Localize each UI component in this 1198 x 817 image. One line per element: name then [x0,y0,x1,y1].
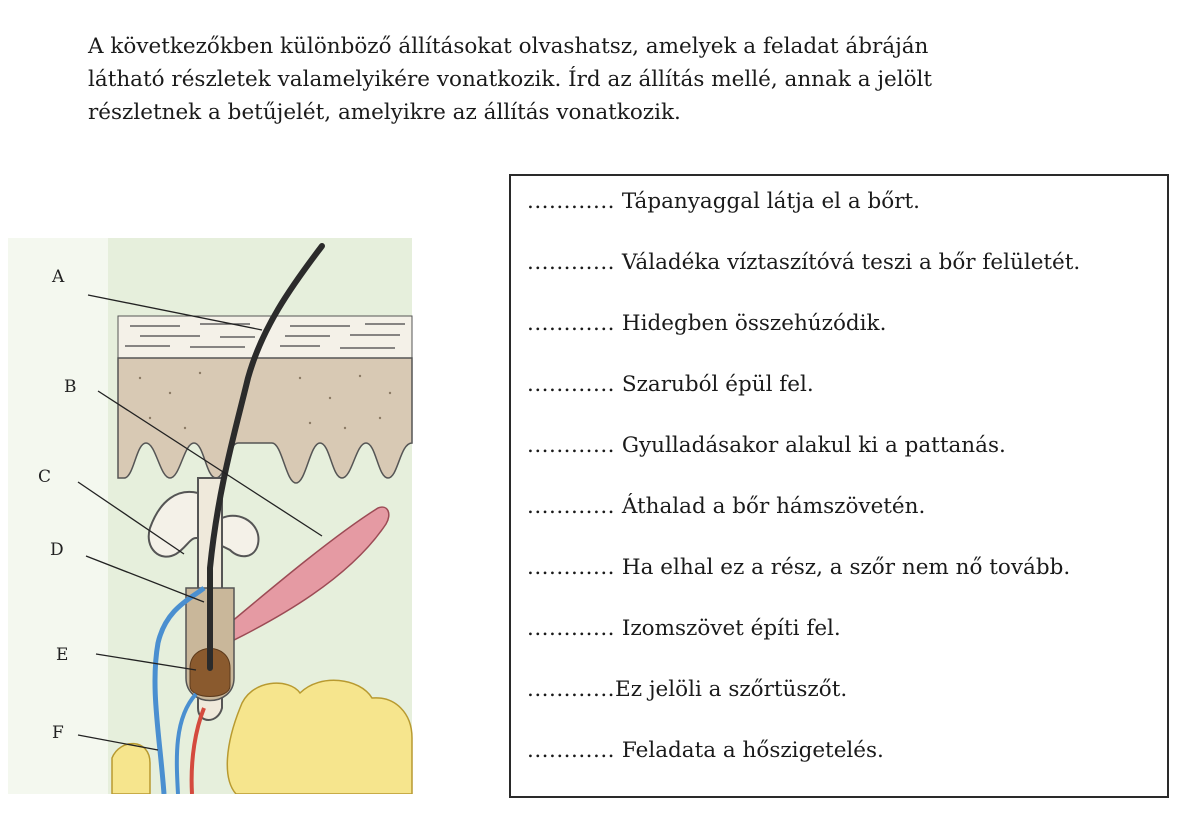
statement-item [527,371,814,399]
instructions-line: A következőkben különböző állításokat olvashatsz, amelyek a feladat ábráján [88,34,929,59]
statement-item [527,249,1080,277]
statement-text: Tápanyaggal látja el a bőrt. [615,189,920,214]
statement-text: Feladata a hőszigetelés. [615,738,884,763]
statement-item [527,493,925,521]
statements-box [509,174,1169,798]
statement-item [527,676,847,704]
answer-blank[interactable]: ............ [527,433,616,458]
statement-item [527,432,1006,460]
label-d: D [50,540,64,560]
statement-item [527,554,1070,582]
answer-blank[interactable]: ............ [527,616,616,641]
statement-item [527,615,841,643]
label-c: C [38,467,52,487]
statement-text: Hidegben összehúzódik. [615,311,887,336]
fat-tissue-left [112,744,150,794]
statement-text: Ez jelöli a szőrtüszőt. [615,677,848,702]
answer-blank[interactable]: ............ [527,555,616,580]
hair-follicle-diagram [0,238,420,794]
statement-text: Váladéka víztaszítóvá teszi a bőr felületét. [615,250,1081,275]
instructions-text [88,30,1128,129]
label-f: F [52,723,64,743]
answer-blank[interactable]: ............ [527,189,616,214]
answer-blank[interactable]: ............ [527,494,616,519]
label-a: A [52,267,65,287]
answer-blank[interactable]: ............ [527,372,616,397]
instructions-line: részletnek a betűjelét, amelyikre az állítás vonatkozik. [88,100,681,125]
answer-blank[interactable]: ............ [527,677,616,702]
instructions-line: látható részletek valamelyikére vonatkozik. Írd az állítás mellé, annak a jelölt [88,67,933,92]
label-panel [8,238,108,794]
statement-text: Szaruból épül fel. [615,372,814,397]
statement-item [527,737,884,765]
answer-blank[interactable]: ............ [527,738,616,763]
label-b: B [64,377,77,397]
statement-text: Izomszövet építi fel. [615,616,841,641]
statement-text: Ha elhal ez a rész, a szőr nem nő tovább. [615,555,1071,580]
answer-blank[interactable]: ............ [527,311,616,336]
statement-text: Áthalad a bőr hámszövetén. [615,494,926,519]
statement-text: Gyulladásakor alakul ki a pattanás. [615,433,1006,458]
label-e: E [56,645,69,665]
statement-item [527,310,886,338]
answer-blank[interactable]: ............ [527,250,616,275]
statement-item [527,188,920,216]
